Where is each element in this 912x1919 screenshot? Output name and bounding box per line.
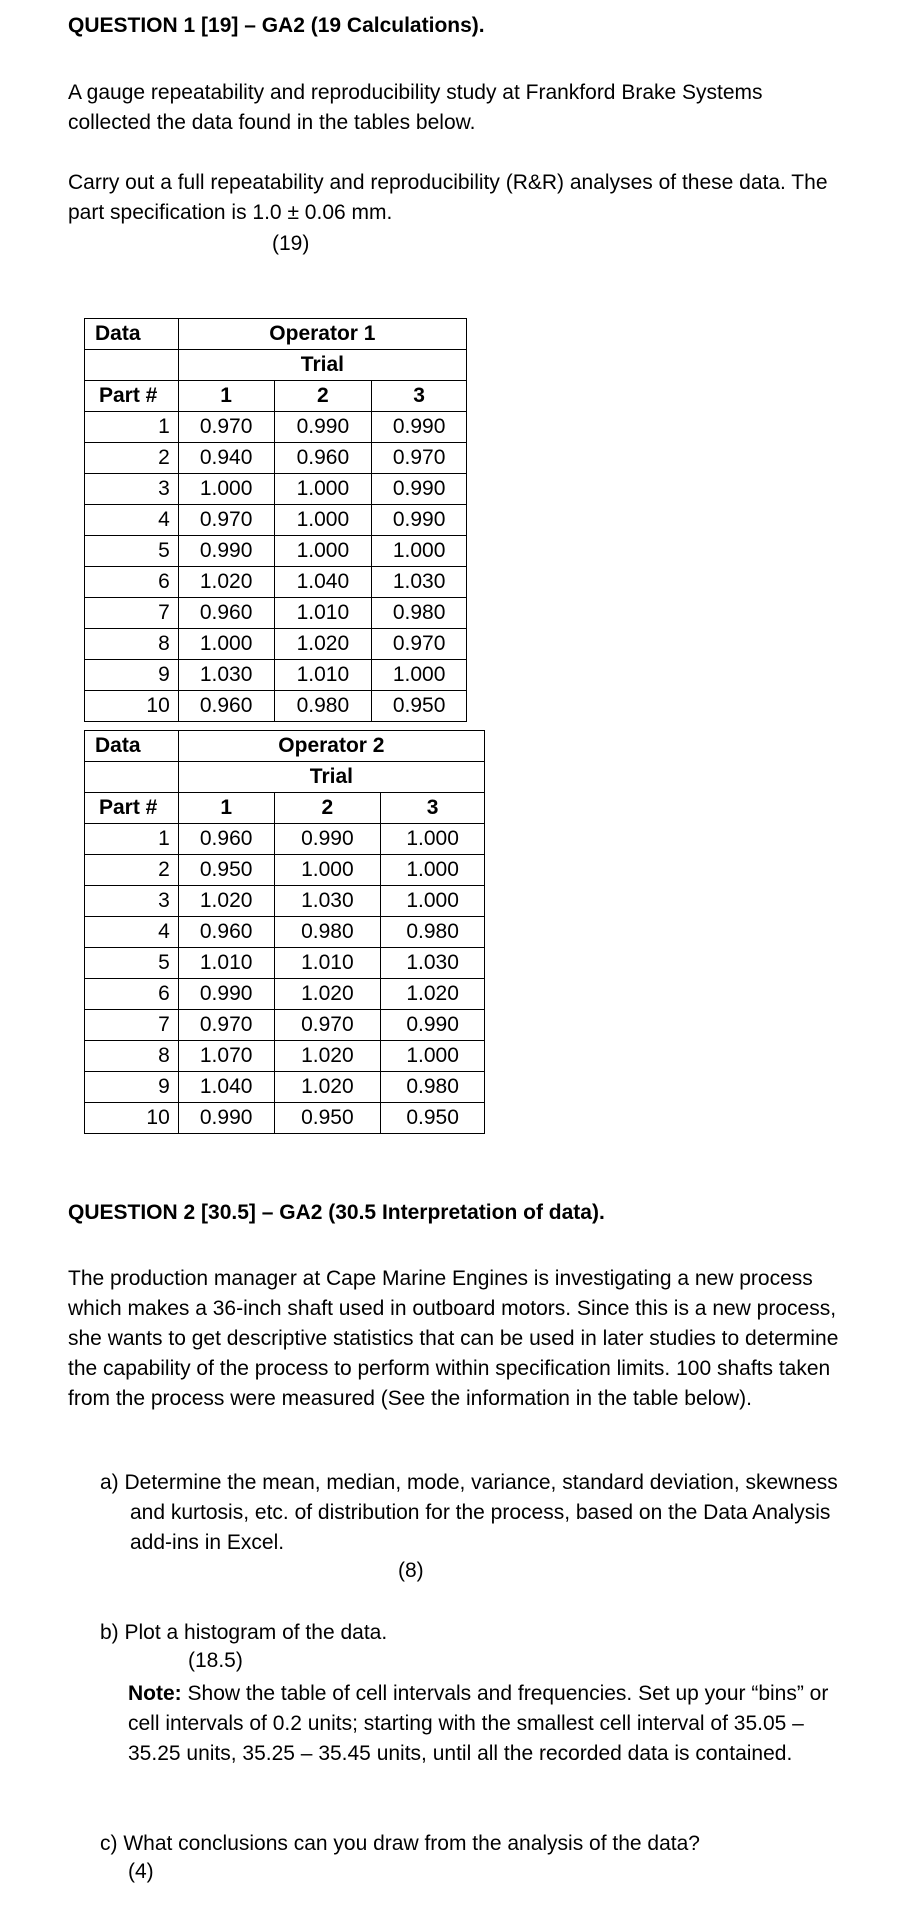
operator-2-table [84,730,485,1134]
measurement: 0.990 [372,505,467,536]
part-label: Part # [85,381,179,412]
measurement: 1.000 [372,536,467,567]
question-1-marks: (19) [272,232,310,255]
question-2-part-c [100,1829,860,1859]
measurement: 1.020 [274,1041,381,1072]
measurement: 1.000 [178,629,274,660]
measurement: 1.020 [178,567,274,598]
measurement: 1.000 [381,1041,485,1072]
measurement: 1.000 [381,824,485,855]
measurement: 0.990 [372,412,467,443]
trial-number: 3 [372,381,467,412]
measurement: 0.960 [178,824,274,855]
trial-number: 2 [274,381,372,412]
empty-cell [85,762,179,793]
note-label: Note: [128,1682,182,1705]
measurement: 1.040 [274,567,372,598]
part-number: 5 [85,536,179,567]
part-number: 8 [85,629,179,660]
question-2-title: QUESTION 2 [30.5] – GA2 (30.5 Interpretation of data). [68,1201,605,1224]
part-label: Part # [85,793,179,824]
table-row [85,824,485,855]
question-2-part-a [100,1468,860,1558]
measurement: 1.000 [274,536,372,567]
measurement: 1.000 [274,474,372,505]
part-number: 2 [85,855,179,886]
measurement: 1.020 [381,979,485,1010]
part-number: 2 [85,443,179,474]
measurement: 0.990 [372,474,467,505]
measurement: 1.010 [178,948,274,979]
measurement: 0.960 [178,691,274,722]
part-number: 9 [85,1072,179,1103]
measurement: 1.010 [274,660,372,691]
trial-label: Trial [178,762,484,793]
measurement: 0.990 [178,979,274,1010]
table-row [85,660,467,691]
table-row [85,917,485,948]
measurement: 0.990 [178,536,274,567]
part-number: 10 [85,1103,179,1134]
measurement: 0.970 [372,629,467,660]
measurement: 1.000 [274,855,381,886]
part-c-marks: (4) [128,1860,154,1883]
measurement: 0.990 [381,1010,485,1041]
measurement: 0.990 [178,1103,274,1134]
measurement: 1.020 [274,629,372,660]
part-number: 10 [85,691,179,722]
measurement: 0.970 [178,505,274,536]
measurement: 1.040 [178,1072,274,1103]
measurement: 0.960 [178,917,274,948]
part-a-marks: (8) [398,1559,424,1582]
trial-label: Trial [178,350,466,381]
measurement: 0.960 [274,443,372,474]
measurement: 1.010 [274,948,381,979]
part-number: 4 [85,917,179,948]
operator-label: Operator 1 [178,319,466,350]
part-number: 4 [85,505,179,536]
measurement: 0.950 [178,855,274,886]
measurement: 1.000 [381,855,485,886]
part-a-text: a) Determine the mean, median, mode, variance, standard deviation, skewness and kurtosis, etc. of distribution for the process, based on the Data Analysis add-ins in Excel. [100,1471,838,1554]
table-row [85,691,467,722]
measurement: 0.970 [372,443,467,474]
measurement: 1.020 [274,979,381,1010]
table-row [85,979,485,1010]
table-row [85,629,467,660]
table-row [85,1041,485,1072]
part-b-text: b) Plot a histogram of the data. [100,1621,388,1644]
table-row [85,536,467,567]
measurement: 0.980 [274,691,372,722]
part-number: 7 [85,1010,179,1041]
table-row [85,412,467,443]
note-text: Show the table of cell intervals and frequencies. Set up your “bins” or cell intervals of 0.2 units; starting with the smallest cell interval of 35.05 – 35.25 units, 35.25 – 35.45 units, until all the recorded data is contained. [128,1682,829,1765]
part-number: 6 [85,979,179,1010]
question-1-intro: A gauge repeatability and reproducibility study at Frankford Brake Systems collected the data found in the tables below. [68,81,763,134]
measurement: 0.980 [381,917,485,948]
part-number: 5 [85,948,179,979]
table-row [85,1103,485,1134]
table-row [85,1072,485,1103]
measurement: 1.000 [372,660,467,691]
part-b-note [128,1679,858,1769]
measurement: 0.980 [372,598,467,629]
measurement: 1.020 [274,1072,381,1103]
measurement: 1.030 [274,886,381,917]
trial-number: 2 [274,793,381,824]
measurement: 0.990 [274,824,381,855]
table-row [85,598,467,629]
question-2-part-b [100,1618,860,1648]
empty-cell [85,350,179,381]
measurement: 0.970 [178,412,274,443]
table-row [85,443,467,474]
part-number: 8 [85,1041,179,1072]
trial-number: 1 [178,793,274,824]
measurement: 0.950 [274,1103,381,1134]
measurement: 0.960 [178,598,274,629]
part-number: 7 [85,598,179,629]
measurement: 1.020 [178,886,274,917]
measurement: 1.030 [381,948,485,979]
trial-number: 3 [381,793,485,824]
measurement: 1.030 [372,567,467,598]
table-row [85,886,485,917]
operator-label: Operator 2 [178,731,484,762]
table-row [85,948,485,979]
measurement: 0.950 [372,691,467,722]
part-number: 6 [85,567,179,598]
table-row [85,474,467,505]
measurement: 0.970 [178,1010,274,1041]
part-number: 3 [85,474,179,505]
table-row [85,855,485,886]
measurement: 1.000 [178,474,274,505]
part-number: 1 [85,412,179,443]
table-row [85,1010,485,1041]
part-b-marks: (18.5) [188,1649,243,1672]
measurement: 0.980 [274,917,381,948]
measurement: 0.940 [178,443,274,474]
part-number: 3 [85,886,179,917]
measurement: 0.990 [274,412,372,443]
measurement: 1.030 [178,660,274,691]
measurement: 0.980 [381,1072,485,1103]
part-c-text: c) What conclusions can you draw from the analysis of the data? [100,1832,700,1855]
question-2-intro: The production manager at Cape Marine Engines is investigating a new process which makes a 36-inch shaft used in outboard motors. Since this is a new process, she wants to get descriptive statistics that can be used in later studies to determine the capability of the process to perform within specification limits. 100 shafts taken from the process were measured (See the information in the table below). [68,1267,839,1410]
table-row [85,505,467,536]
data-label: Data [85,731,179,762]
question-1-title: QUESTION 1 [19] – GA2 (19 Calculations). [68,14,485,37]
part-number: 1 [85,824,179,855]
measurement: 1.000 [381,886,485,917]
measurement: 1.010 [274,598,372,629]
measurement: 1.000 [274,505,372,536]
measurement: 0.970 [274,1010,381,1041]
measurement: 1.070 [178,1041,274,1072]
part-number: 9 [85,660,179,691]
trial-number: 1 [178,381,274,412]
table-row [85,567,467,598]
measurement: 0.950 [381,1103,485,1134]
question-1-task: Carry out a full repeatability and reproducibility (R&R) analyses of these data. The part specification is 1.0 ± 0.06 mm. [68,171,828,224]
operator-1-table [84,318,467,722]
data-label: Data [85,319,179,350]
